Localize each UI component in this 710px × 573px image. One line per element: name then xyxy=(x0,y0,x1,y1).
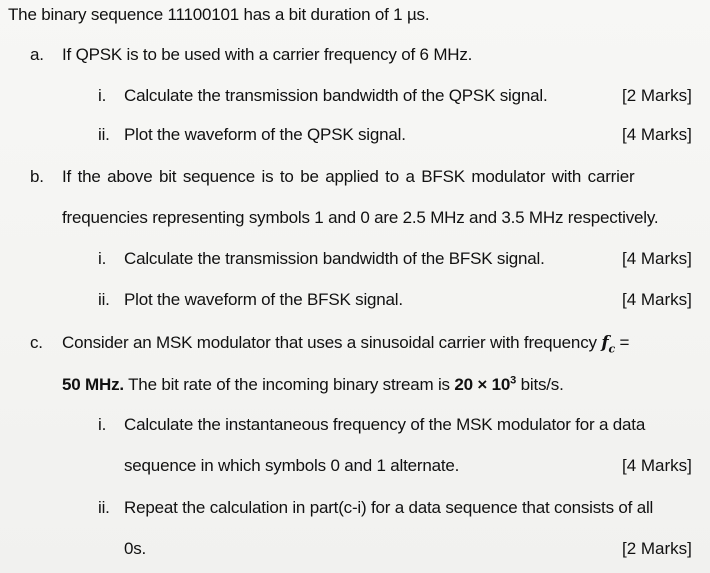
part-c-line1 xyxy=(30,332,629,354)
part-b-text2: frequencies representing symbols 1 and 0 are 2.5 MHz and 3.5 MHz respectively. xyxy=(62,208,659,227)
part-a xyxy=(30,44,472,66)
part-c-i-marks: [4 Marks] xyxy=(622,456,692,475)
carrier-frequency-symbol: $f_c$ xyxy=(601,333,615,356)
part-b-i-label: i. xyxy=(98,249,107,268)
bit-rate-value: $20 \times 10^3$ xyxy=(454,374,517,394)
equals-sign: = xyxy=(619,333,630,352)
part-a-text: If QPSK is to be used with a carrier frequency of 6 MHz. xyxy=(62,45,473,64)
part-a-ii-label: ii. xyxy=(98,125,110,144)
bit-rate-unit: bits/s. xyxy=(520,375,564,394)
part-a-ii-marks: [4 Marks] xyxy=(622,125,692,144)
part-c-text2: The bit rate of the incoming binary stream is xyxy=(128,375,450,394)
part-c-i-label: i. xyxy=(98,415,107,434)
part-a-i-text: Calculate the transmission bandwidth of the QPSK signal. xyxy=(124,86,548,105)
part-c-ii-marks: [2 Marks] xyxy=(622,539,692,558)
part-b-line1 xyxy=(30,166,634,188)
part-a-i-marks: [2 Marks] xyxy=(622,86,692,105)
part-c-i-line1 xyxy=(98,414,645,436)
part-c-i-text1: Calculate the instantaneous frequency of the MSK modulator for a data xyxy=(124,415,646,434)
part-b-ii xyxy=(98,289,403,311)
part-a-label: a. xyxy=(30,45,44,64)
carrier-frequency-value: 50 MHz. xyxy=(62,375,124,394)
part-b-ii-label: ii. xyxy=(98,290,110,309)
part-b-ii-text: Plot the waveform of the BFSK signal. xyxy=(124,290,403,309)
part-c-ii-label: ii. xyxy=(98,498,110,517)
part-c-i-text2: sequence in which symbols 0 and 1 alternate. xyxy=(124,456,460,475)
part-a-ii-text: Plot the waveform of the QPSK signal. xyxy=(124,125,406,144)
part-b-i xyxy=(98,248,545,270)
intro-text: The binary sequence 11100101 has a bit duration of 1 µs. xyxy=(8,5,430,24)
part-a-i xyxy=(98,85,547,107)
part-c-label: c. xyxy=(30,333,43,352)
part-b-i-text: Calculate the transmission bandwidth of the BFSK signal. xyxy=(124,249,545,268)
part-b-text1: If the above bit sequence is to be applied to a BFSK modulator with carrier xyxy=(62,167,635,186)
part-a-ii xyxy=(98,124,406,146)
part-c-text1: Consider an MSK modulator that uses a sinusoidal carrier with frequency xyxy=(62,333,597,352)
part-b-label: b. xyxy=(30,167,44,186)
part-c-ii-text2: 0s. xyxy=(124,539,147,558)
part-b-i-marks: [4 Marks] xyxy=(622,249,692,268)
part-c-line2 xyxy=(62,374,564,396)
part-b-ii-marks: [4 Marks] xyxy=(622,290,692,309)
part-a-i-label: i. xyxy=(98,86,107,105)
part-c-ii-text1: Repeat the calculation in part(c-i) for a data sequence that consists of all xyxy=(124,498,654,517)
part-c-ii-line1 xyxy=(98,497,653,519)
